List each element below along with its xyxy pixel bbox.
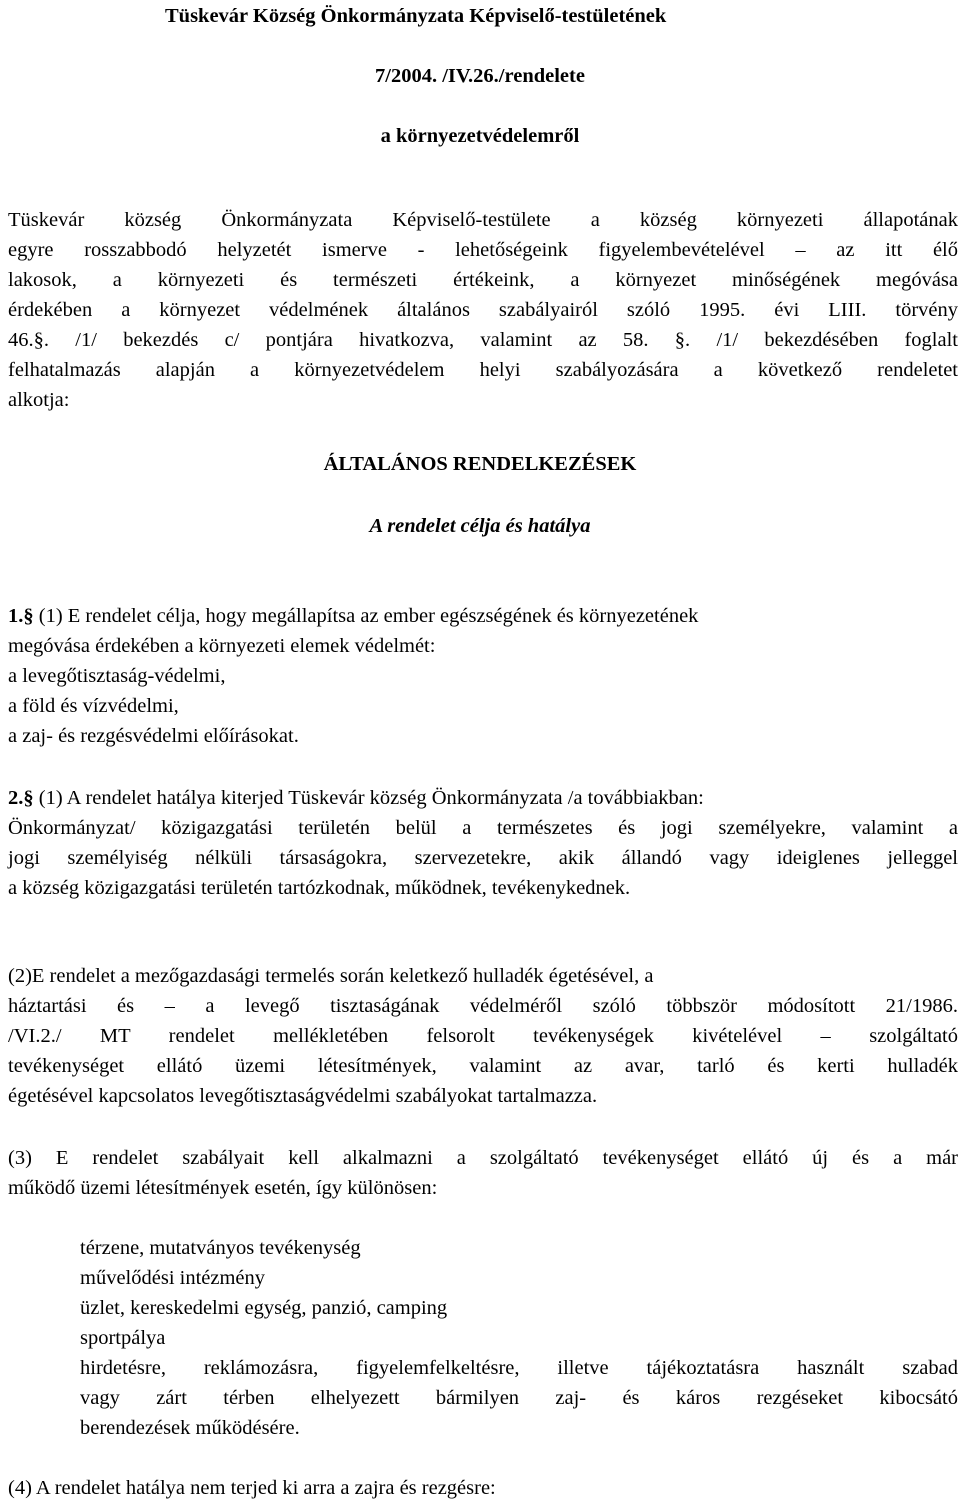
paragraph-1-first-line	[8, 604, 958, 628]
list-item: üzlet, kereskedelmi egység, panzió, camping	[80, 1297, 448, 1319]
title-decree-number: 7/2004. /IV.26./rendelete	[375, 65, 585, 87]
paragraph-number: 2.§	[8, 787, 34, 809]
section-subheading: A rendelet célja és hatálya	[369, 515, 591, 537]
paragraph-line: tevékenységet ellátó üzemi létesítmények, valamint az avar, tarló és kerti hulladék	[8, 1055, 958, 1077]
list-item: sportpálya	[80, 1327, 166, 1349]
paragraph-text: (1) E rendelet célja, hogy megállapítsa az ember egészségének és környezetének	[33, 605, 699, 627]
title-council: Tüskevár Község Önkormányzata Képviselő-testületének	[165, 5, 667, 27]
paragraph-line: a föld és vízvédelmi,	[8, 695, 179, 717]
paragraph-line: (3) E rendelet szabályait kell alkalmazni a szolgáltató tevékenységet ellátó új és a már	[8, 1147, 958, 1169]
preamble-line: Tüskevár község Önkormányzata Képviselő-testülete a község környezeti állapotának	[8, 209, 958, 231]
paragraph-line: háztartási és – a levegő tisztaságának védelméről szóló többször módosított 21/1986.	[8, 995, 958, 1017]
list-item: vagy zárt térben elhelyezett bármilyen zaj- és káros rezgéseket kibocsátó	[80, 1387, 958, 1409]
paragraph-line: működő üzemi létesítmények esetén, így különösen:	[8, 1177, 438, 1199]
preamble-line: érdekében a környezet védelmének általános szabályairól szóló 1995. évi LIII. törvény	[8, 299, 958, 321]
preamble-line: lakosok, a környezeti és természeti értékeink, a környezet minőségének megóvása	[8, 269, 958, 291]
list-item: művelődési intézmény	[80, 1267, 266, 1289]
preamble-line: felhatalmazás alapján a környezetvédelem helyi szabályozására a következő rendeletet	[8, 359, 958, 381]
paragraph-line: megóvása érdekében a környezeti elemek védelmét:	[8, 635, 436, 657]
paragraph-2-first-line	[8, 786, 958, 810]
preamble-line: egyre rosszabbodó helyzetét ismerve - lehetőségeink figyelembevételével – az itt élő	[8, 239, 958, 261]
list-item: térzene, mutatványos tevékenység	[80, 1237, 361, 1259]
preamble-line: 46.§. /1/ bekezdés c/ pontjára hivatkozva, valamint az 58. §. /1/ bekezdésében foglalt	[8, 329, 958, 351]
list-item: hirdetésre, reklámozásra, figyelemfelkeltésre, illetve tájékoztatásra használt szabad	[80, 1357, 958, 1379]
paragraph-line: a levegőtisztaság-védelmi,	[8, 665, 226, 687]
paragraph-line: a zaj- és rezgésvédelmi előírásokat.	[8, 725, 299, 747]
paragraph-line: Önkormányzat/ közigazgatási területén belül a természetes és jogi személyekre, valamint a	[8, 817, 958, 839]
paragraph-number: 1.§	[8, 605, 34, 627]
paragraph-line: (4) A rendelet hatálya nem terjed ki arra a zajra és rezgésre:	[8, 1477, 496, 1499]
title-subject: a környezetvédelemről	[380, 125, 580, 147]
preamble-line: alkotja:	[8, 389, 70, 411]
paragraph-line: /VI.2./ MT rendelet mellékletében felsorolt tevékenységek kivételével – szolgáltató	[8, 1025, 958, 1047]
paragraph-line: a község közigazgatási területén tartózkodnak, működnek, tevékenykednek.	[8, 877, 631, 899]
paragraph-line: jogi személyiség nélküli társaságokra, szervezetekre, akik állandó vagy ideiglenes jelleggel	[8, 847, 958, 869]
paragraph-line: égetésével kapcsolatos levegőtisztaságvédelmi szabályokat tartalmazza.	[8, 1085, 598, 1107]
paragraph-text: (1) A rendelet hatálya kiterjed Tüskevár község Önkormányzata /a továbbiakban:	[33, 787, 704, 809]
section-heading: ÁLTALÁNOS RENDELKEZÉSEK	[323, 453, 637, 475]
list-item: berendezések működésére.	[80, 1417, 300, 1439]
paragraph-line: (2)E rendelet a mezőgazdasági termelés során keletkező hulladék égetésével, a	[8, 965, 654, 987]
